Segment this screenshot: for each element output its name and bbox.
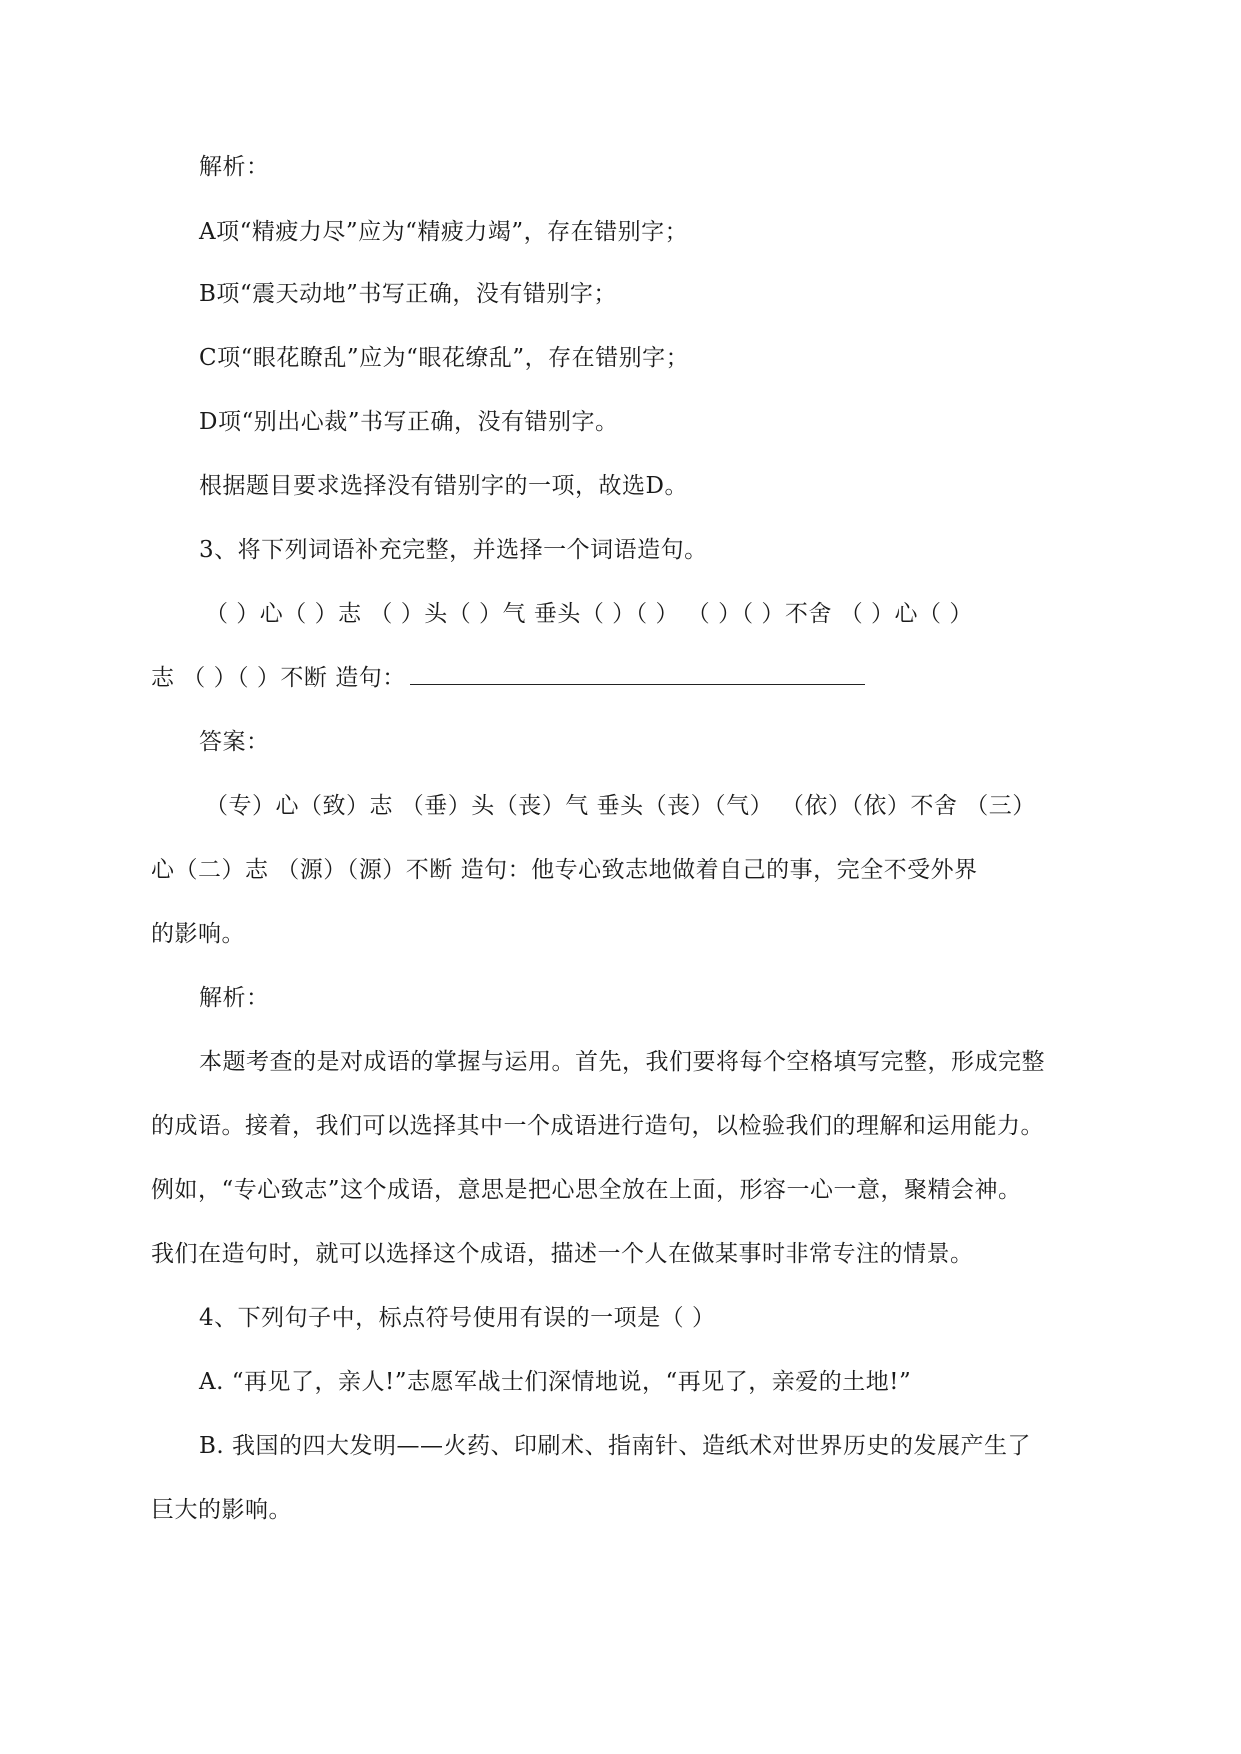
answer-line-3: 的影响。 — [151, 921, 245, 947]
question-4-option-a: A. “再见了，亲人!”志愿军战士们深情地说，“再见了，亲爱的土地!” — [199, 1369, 912, 1395]
analysis-para-line-2: 的成语。接着，我们可以选择其中一个成语进行造句，以检验我们的理解和运用能力。 — [151, 1113, 1044, 1139]
option-c-analysis: C项“眼花瞭乱”应为“眼花缭乱”，存在错别字； — [199, 345, 690, 371]
question-3-idioms-text: 志 （ ）（ ）不断 造句： — [151, 665, 406, 691]
question-4-title: 4、下列句子中，标点符号使用有误的一项是（ ） — [199, 1305, 716, 1331]
question-3-idioms-line1: （ ）心（ ）志 （ ）头（ ）气 垂头（ ）（ ） （ ）（ ）不舍 （ ）心（ ） — [205, 601, 973, 627]
option-a-analysis: A项“精疲力尽”应为“精疲力竭”，存在错别字； — [199, 219, 689, 245]
question-3-idioms-line2 — [151, 663, 865, 693]
option-b-analysis: B项“震天动地”书写正确，没有错别字； — [199, 281, 617, 307]
option-d-analysis: D项“别出心裁”书写正确，没有错别字。 — [199, 409, 619, 435]
question-4-option-b-line1: B. 我国的四大发明——火药、印刷术、指南针、造纸术对世界历史的发展产生了 — [199, 1433, 1032, 1459]
analysis-heading-1: 解析： — [199, 154, 270, 180]
answer-heading: 答案： — [199, 729, 270, 755]
analysis-heading-2: 解析： — [199, 985, 270, 1011]
question-4-option-b-line2: 巨大的影响。 — [151, 1497, 292, 1523]
analysis-para-line-3: 例如，“专心致志”这个成语，意思是把心思全放在上面，形容一心一意，聚精会神。 — [151, 1177, 1022, 1203]
analysis-para-line-1: 本题考查的是对成语的掌握与运用。首先，我们要将每个空格填写完整，形成完整 — [199, 1049, 1045, 1075]
conclusion-line: 根据题目要求选择没有错别字的一项，故选D。 — [199, 473, 688, 499]
analysis-para-line-4: 我们在造句时，就可以选择这个成语，描述一个人在做某事时非常专注的情景。 — [151, 1241, 974, 1267]
answer-line-2: 心（二）志 （源）（源）不断 造句：他专心致志地做着自己的事，完全不受外界 — [151, 857, 978, 883]
sentence-blank-line — [410, 666, 865, 685]
answer-line-1: （专）心（致）志 （垂）头（丧）气 垂头（丧）（气） （依）（依）不舍 （三） — [205, 793, 1036, 819]
question-3-title: 3、将下列词语补充完整，并选择一个词语造句。 — [199, 537, 708, 563]
